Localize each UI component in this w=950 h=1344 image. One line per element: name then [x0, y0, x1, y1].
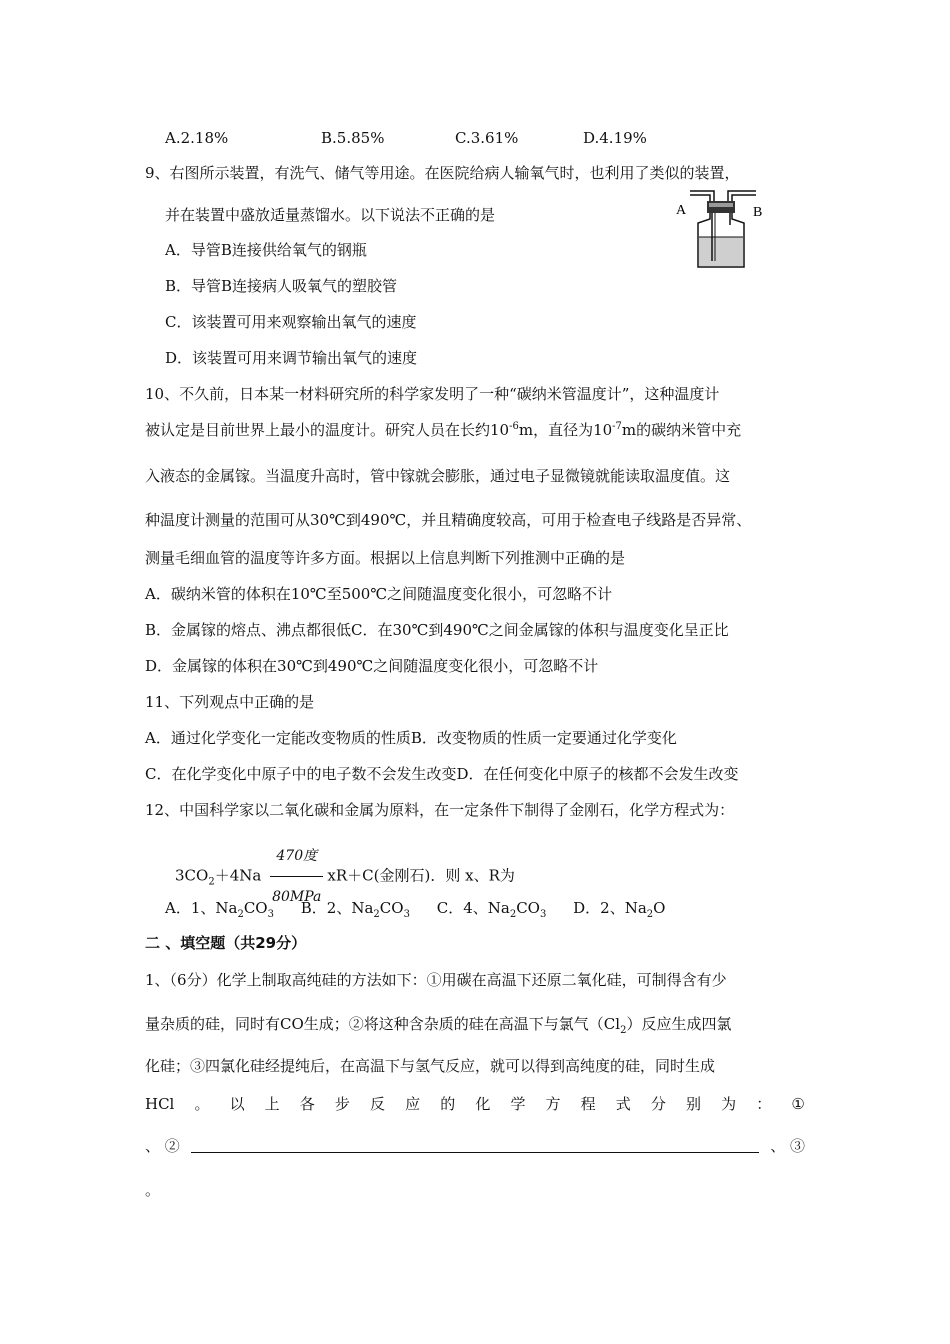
q12-option-c: C．4、$Na_2CO_3$ [436, 899, 547, 920]
q10-line-2-c: m的碳纳米管中充 [621, 421, 742, 439]
eq-left-sub: 2 [208, 876, 215, 888]
eq-left-b: ＋4Na [214, 866, 262, 885]
q8-option-d: D.4.19% [583, 129, 647, 147]
q9-stem: 9、右图所示装置，有洗气、储气等用途。在医院给病人输氧气时，也利用了类似的装置， [145, 164, 740, 182]
q12-option-b: B．2、$Na_2CO_3$ [300, 899, 410, 920]
q12-options [165, 898, 665, 918]
q8-option-a: A.2.18% [165, 129, 229, 147]
q10-exp-1: -6 [509, 421, 519, 432]
blank-prefix: 、 ② [145, 1137, 180, 1155]
section-2-title: 二 、填空题（共29分） [145, 934, 307, 952]
answer-blank[interactable] [191, 1136, 759, 1153]
condition-pressure: 80MPa [272, 889, 322, 905]
q10-line-1: 10、不久前，日本某一材料研究所的科学家发明了一种“碳纳米管温度计”，这种温度计 [145, 385, 720, 403]
q12-stem: 12、中国科学家以二氧化碳和金属为原料，在一定条件下制得了金刚石，化学方程式为： [145, 801, 735, 819]
q10-line-2 [145, 420, 741, 440]
q9-option-c: C．该装置可用来观察输出氧气的速度 [165, 313, 417, 331]
q8-options [165, 128, 647, 148]
section2-line-4: HCl 。 以 上 各 步 反 应 的 化 学 方 程 式 分 别 为 ： ① [145, 1095, 805, 1113]
q11-option-cd: C．在化学变化中原子中的电子数不会发生改变D．在任何变化中原子的核都不会发生改变 [145, 765, 739, 783]
q9-option-b: B．导管B连接病人吸氧气的塑胶管 [165, 277, 398, 295]
section2-line-3: 化硅；③四氯化硅经提纯后，在高温下与氢气反应，就可以得到高纯度的硅，同时生成 [145, 1057, 716, 1075]
q12-option-d: D．2、$Na_2O$ [573, 899, 666, 920]
q10-line-3: 入液态的金属镓。当温度升高时，管中镓就会膨胀，通过电子显微镜就能读取温度值。这 [145, 467, 731, 485]
gas-washing-bottle-diagram [670, 183, 780, 273]
section2-line-2: 量杂质的硅，同时有CO生成；②将这种含杂质的硅在高温下与氯气$(Cl_2)$反应生成四氯 [145, 1015, 732, 1036]
cl-subscript: 2 [620, 1025, 627, 1036]
section2-line-6: 。 [145, 1181, 161, 1199]
q8-option-b: B.5.85% [321, 129, 385, 147]
label-a: A [676, 203, 687, 218]
section2-line-1: 1、（6分）化学上制取高纯硅的方法如下：①用碳在高温下还原二氧化硅，可制得含有少 [145, 971, 727, 989]
blank-suffix: 、 ③ [770, 1137, 805, 1155]
q10-exp-2: -7 [612, 421, 622, 432]
q10-line-2-a: 被认定是目前世界上最小的温度计。研究人员在长约10 [145, 421, 510, 439]
q10-line-4: 种温度计测量的范围可从30℃到490℃，并且精确度较高，可用于检查电子线路是否异常、 [145, 511, 752, 529]
q9-option-a: A．导管B连接供给氧气的钢瓶 [165, 241, 367, 259]
q9-stem-2: 并在装置中盛放适量蒸馏水。以下说法不正确的是 [165, 206, 496, 224]
label-b: B [753, 205, 763, 220]
q10-option-a: A．碳纳米管的体积在10℃至500℃之间随温度变化很小，可忽略不计 [145, 585, 613, 603]
condition-temperature: 470度 [270, 836, 323, 877]
q10-line-2-b: m，直径为10 [518, 421, 613, 439]
eq-left-a: 3CO [175, 866, 209, 885]
q10-option-d: D．金属镓的体积在30℃到490℃之间随温度变化很小，可忽略不计 [145, 657, 599, 675]
q11-stem: 11、下列观点中正确的是 [145, 693, 315, 711]
q10-line-5: 测量毛细血管的温度等许多方面。根据以上信息判断下列推测中正确的是 [145, 549, 626, 567]
q12-option-a: A．1、$Na_2CO_3$ [165, 899, 274, 920]
eq-right: xR＋C(金刚石)．则 x、R为 [327, 866, 515, 885]
q9-option-d: D．该装置可用来调节输出氧气的速度 [165, 349, 418, 367]
q11-option-ab: A．通过化学变化一定能改变物质的性质B．改变物质的性质一定要通过化学变化 [145, 729, 677, 747]
q10-option-bc: B．金属镓的熔点、沸点都很低C．在30℃到490℃之间金属镓的体积与温度变化呈正比 [145, 621, 729, 639]
q8-option-c: C.3.61% [455, 129, 519, 147]
section2-line-5 [145, 1136, 805, 1156]
